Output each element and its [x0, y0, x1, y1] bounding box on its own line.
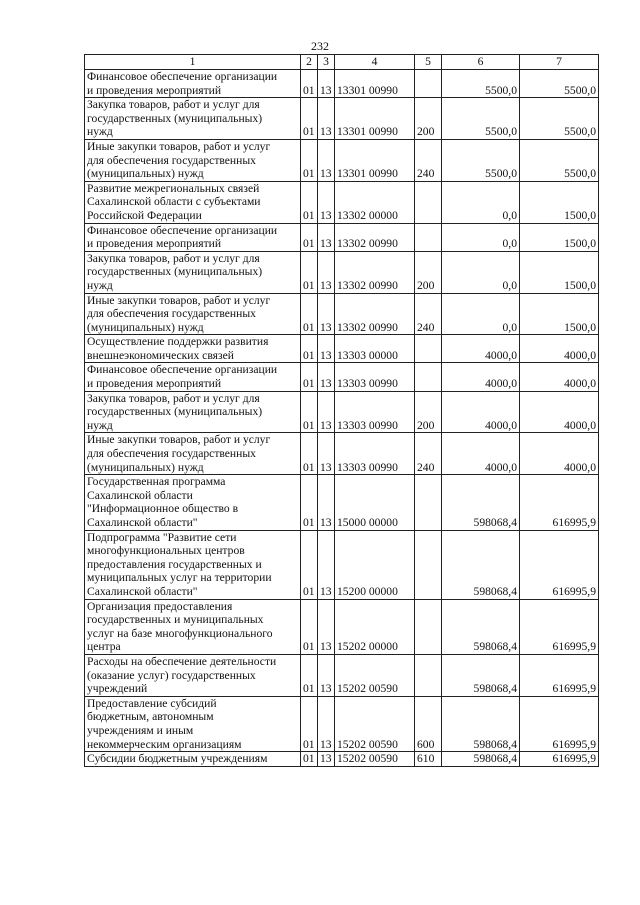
expense-type-cell	[415, 654, 442, 696]
subsection-code-cell: 13	[318, 293, 335, 335]
table-row	[85, 98, 599, 140]
expense-type-cell	[415, 599, 442, 654]
subsection-code-cell: 13	[318, 98, 335, 140]
amount-col7-cell: 5500,0	[520, 98, 599, 140]
target-article-cell: 13303 00990	[335, 391, 415, 433]
target-article-cell: 13302 00990	[335, 293, 415, 335]
target-article-cell: 13303 00990	[335, 363, 415, 391]
section-code-cell: 01	[301, 475, 318, 530]
target-article-cell: 15200 00000	[335, 530, 415, 599]
table-row	[85, 70, 599, 98]
amount-col7-cell: 616995,9	[520, 530, 599, 599]
table-row	[85, 391, 599, 433]
amount-col6-cell: 4000,0	[442, 363, 520, 391]
subsection-code-cell: 13	[318, 139, 335, 181]
header-col-6: 6	[442, 55, 520, 70]
section-code-cell: 01	[301, 752, 318, 767]
section-code-cell: 01	[301, 433, 318, 475]
expense-type-cell: 240	[415, 433, 442, 475]
subsection-code-cell: 13	[318, 363, 335, 391]
row-name-cell: Подпрограмма "Развитие сети многофункциональных центров предоставления государственных и муниципальных услуг на территории Сахалинской области"	[85, 530, 301, 599]
subsection-code-cell: 13	[318, 475, 335, 530]
table-row	[85, 363, 599, 391]
expense-type-cell	[415, 335, 442, 363]
header-col-5: 5	[415, 55, 442, 70]
amount-col7-cell: 5500,0	[520, 70, 599, 98]
table-row	[85, 181, 599, 223]
table-row	[85, 139, 599, 181]
amount-col7-cell: 616995,9	[520, 696, 599, 751]
row-name-cell: Иные закупки товаров, работ и услуг для обеспечения государственных (муниципальных) нужд	[85, 293, 301, 335]
expense-type-cell	[415, 530, 442, 599]
target-article-cell: 13302 00990	[335, 223, 415, 251]
section-code-cell: 01	[301, 363, 318, 391]
amount-col6-cell: 0,0	[442, 251, 520, 293]
amount-col7-cell: 5500,0	[520, 139, 599, 181]
row-name-cell: Иные закупки товаров, работ и услуг для обеспечения государственных (муниципальных) нужд	[85, 139, 301, 181]
amount-col6-cell: 4000,0	[442, 391, 520, 433]
section-code-cell: 01	[301, 293, 318, 335]
subsection-code-cell: 13	[318, 599, 335, 654]
subsection-code-cell: 13	[318, 251, 335, 293]
amount-col7-cell: 4000,0	[520, 363, 599, 391]
section-code-cell: 01	[301, 223, 318, 251]
row-name-cell: Организация предоставления государственных и муниципальных услуг на базе многофункционального центра	[85, 599, 301, 654]
subsection-code-cell: 13	[318, 181, 335, 223]
expense-type-cell: 240	[415, 139, 442, 181]
header-col-1: 1	[85, 55, 301, 70]
amount-col7-cell: 4000,0	[520, 391, 599, 433]
header-col-2: 2	[301, 55, 318, 70]
section-code-cell: 01	[301, 98, 318, 140]
amount-col6-cell: 4000,0	[442, 335, 520, 363]
amount-col6-cell: 598068,4	[442, 599, 520, 654]
amount-col7-cell: 616995,9	[520, 599, 599, 654]
target-article-cell: 13302 00000	[335, 181, 415, 223]
table-header-row	[85, 55, 599, 70]
table-row	[85, 475, 599, 530]
section-code-cell: 01	[301, 335, 318, 363]
page-number: 232	[311, 39, 329, 53]
amount-col7-cell: 616995,9	[520, 654, 599, 696]
amount-col7-cell: 1500,0	[520, 251, 599, 293]
expense-type-cell: 240	[415, 293, 442, 335]
amount-col7-cell: 616995,9	[520, 752, 599, 767]
expense-type-cell: 200	[415, 251, 442, 293]
subsection-code-cell: 13	[318, 654, 335, 696]
expense-type-cell: 200	[415, 98, 442, 140]
subsection-code-cell: 13	[318, 335, 335, 363]
row-name-cell: Закупка товаров, работ и услуг для государственных (муниципальных) нужд	[85, 391, 301, 433]
target-article-cell: 13302 00990	[335, 251, 415, 293]
amount-col7-cell: 616995,9	[520, 475, 599, 530]
expense-type-cell	[415, 70, 442, 98]
section-code-cell: 01	[301, 654, 318, 696]
section-code-cell: 01	[301, 530, 318, 599]
section-code-cell: 01	[301, 599, 318, 654]
table-row	[85, 335, 599, 363]
amount-col6-cell: 598068,4	[442, 696, 520, 751]
amount-col6-cell: 0,0	[442, 223, 520, 251]
amount-col6-cell: 5500,0	[442, 98, 520, 140]
subsection-code-cell: 13	[318, 752, 335, 767]
subsection-code-cell: 13	[318, 433, 335, 475]
table-row	[85, 530, 599, 599]
table-row	[85, 293, 599, 335]
subsection-code-cell: 13	[318, 70, 335, 98]
amount-col6-cell: 5500,0	[442, 70, 520, 98]
target-article-cell: 15202 00590	[335, 696, 415, 751]
expense-type-cell	[415, 181, 442, 223]
table-row	[85, 696, 599, 751]
table-row	[85, 599, 599, 654]
subsection-code-cell: 13	[318, 696, 335, 751]
expense-type-cell	[415, 223, 442, 251]
section-code-cell: 01	[301, 391, 318, 433]
amount-col6-cell: 4000,0	[442, 433, 520, 475]
target-article-cell: 13303 00000	[335, 335, 415, 363]
amount-col6-cell: 5500,0	[442, 139, 520, 181]
header-col-7: 7	[520, 55, 599, 70]
row-name-cell: Финансовое обеспечение организации и проведения мероприятий	[85, 70, 301, 98]
expense-type-cell	[415, 363, 442, 391]
target-article-cell: 15202 00590	[335, 752, 415, 767]
row-name-cell: Иные закупки товаров, работ и услуг для обеспечения государственных (муниципальных) нужд	[85, 433, 301, 475]
section-code-cell: 01	[301, 696, 318, 751]
header-col-3: 3	[318, 55, 335, 70]
amount-col7-cell: 4000,0	[520, 433, 599, 475]
subsection-code-cell: 13	[318, 530, 335, 599]
row-name-cell: Закупка товаров, работ и услуг для государственных (муниципальных) нужд	[85, 251, 301, 293]
target-article-cell: 15202 00590	[335, 654, 415, 696]
target-article-cell: 15000 00000	[335, 475, 415, 530]
target-article-cell: 13301 00990	[335, 98, 415, 140]
section-code-cell: 01	[301, 70, 318, 98]
expense-type-cell: 200	[415, 391, 442, 433]
amount-col6-cell: 598068,4	[442, 654, 520, 696]
table-body	[85, 70, 599, 767]
expense-type-cell	[415, 475, 442, 530]
amount-col6-cell: 0,0	[442, 293, 520, 335]
amount-col7-cell: 4000,0	[520, 335, 599, 363]
amount-col6-cell: 598068,4	[442, 530, 520, 599]
row-name-cell: Субсидии бюджетным учреждениям	[85, 752, 301, 767]
section-code-cell: 01	[301, 251, 318, 293]
section-code-cell: 01	[301, 181, 318, 223]
table-row	[85, 223, 599, 251]
budget-table	[84, 54, 599, 767]
row-name-cell: Предоставление субсидий бюджетным, автономным учреждениям и иным некоммерческим организациям	[85, 696, 301, 751]
row-name-cell: Закупка товаров, работ и услуг для государственных (муниципальных) нужд	[85, 98, 301, 140]
section-code-cell: 01	[301, 139, 318, 181]
table-row	[85, 752, 599, 767]
row-name-cell: Осуществление поддержки развития внешнеэкономических связей	[85, 335, 301, 363]
amount-col6-cell: 598068,4	[442, 475, 520, 530]
target-article-cell: 13301 00990	[335, 139, 415, 181]
amount-col6-cell: 0,0	[442, 181, 520, 223]
row-name-cell: Государственная программа Сахалинской области "Информационное общество в Сахалинской области"	[85, 475, 301, 530]
row-name-cell: Расходы на обеспечение деятельности (оказание услуг) государственных учреждений	[85, 654, 301, 696]
row-name-cell: Развитие межрегиональных связей Сахалинской области с субъектами Российской Федерации	[85, 181, 301, 223]
amount-col7-cell: 1500,0	[520, 293, 599, 335]
target-article-cell: 13301 00990	[335, 70, 415, 98]
expense-type-cell: 600	[415, 696, 442, 751]
header-col-4: 4	[335, 55, 415, 70]
table-row	[85, 251, 599, 293]
amount-col7-cell: 1500,0	[520, 181, 599, 223]
table-row	[85, 654, 599, 696]
subsection-code-cell: 13	[318, 223, 335, 251]
target-article-cell: 15202 00000	[335, 599, 415, 654]
amount-col7-cell: 1500,0	[520, 223, 599, 251]
subsection-code-cell: 13	[318, 391, 335, 433]
target-article-cell: 13303 00990	[335, 433, 415, 475]
row-name-cell: Финансовое обеспечение организации и проведения мероприятий	[85, 223, 301, 251]
row-name-cell: Финансовое обеспечение организации и проведения мероприятий	[85, 363, 301, 391]
table-row	[85, 433, 599, 475]
expense-type-cell: 610	[415, 752, 442, 767]
amount-col6-cell: 598068,4	[442, 752, 520, 767]
